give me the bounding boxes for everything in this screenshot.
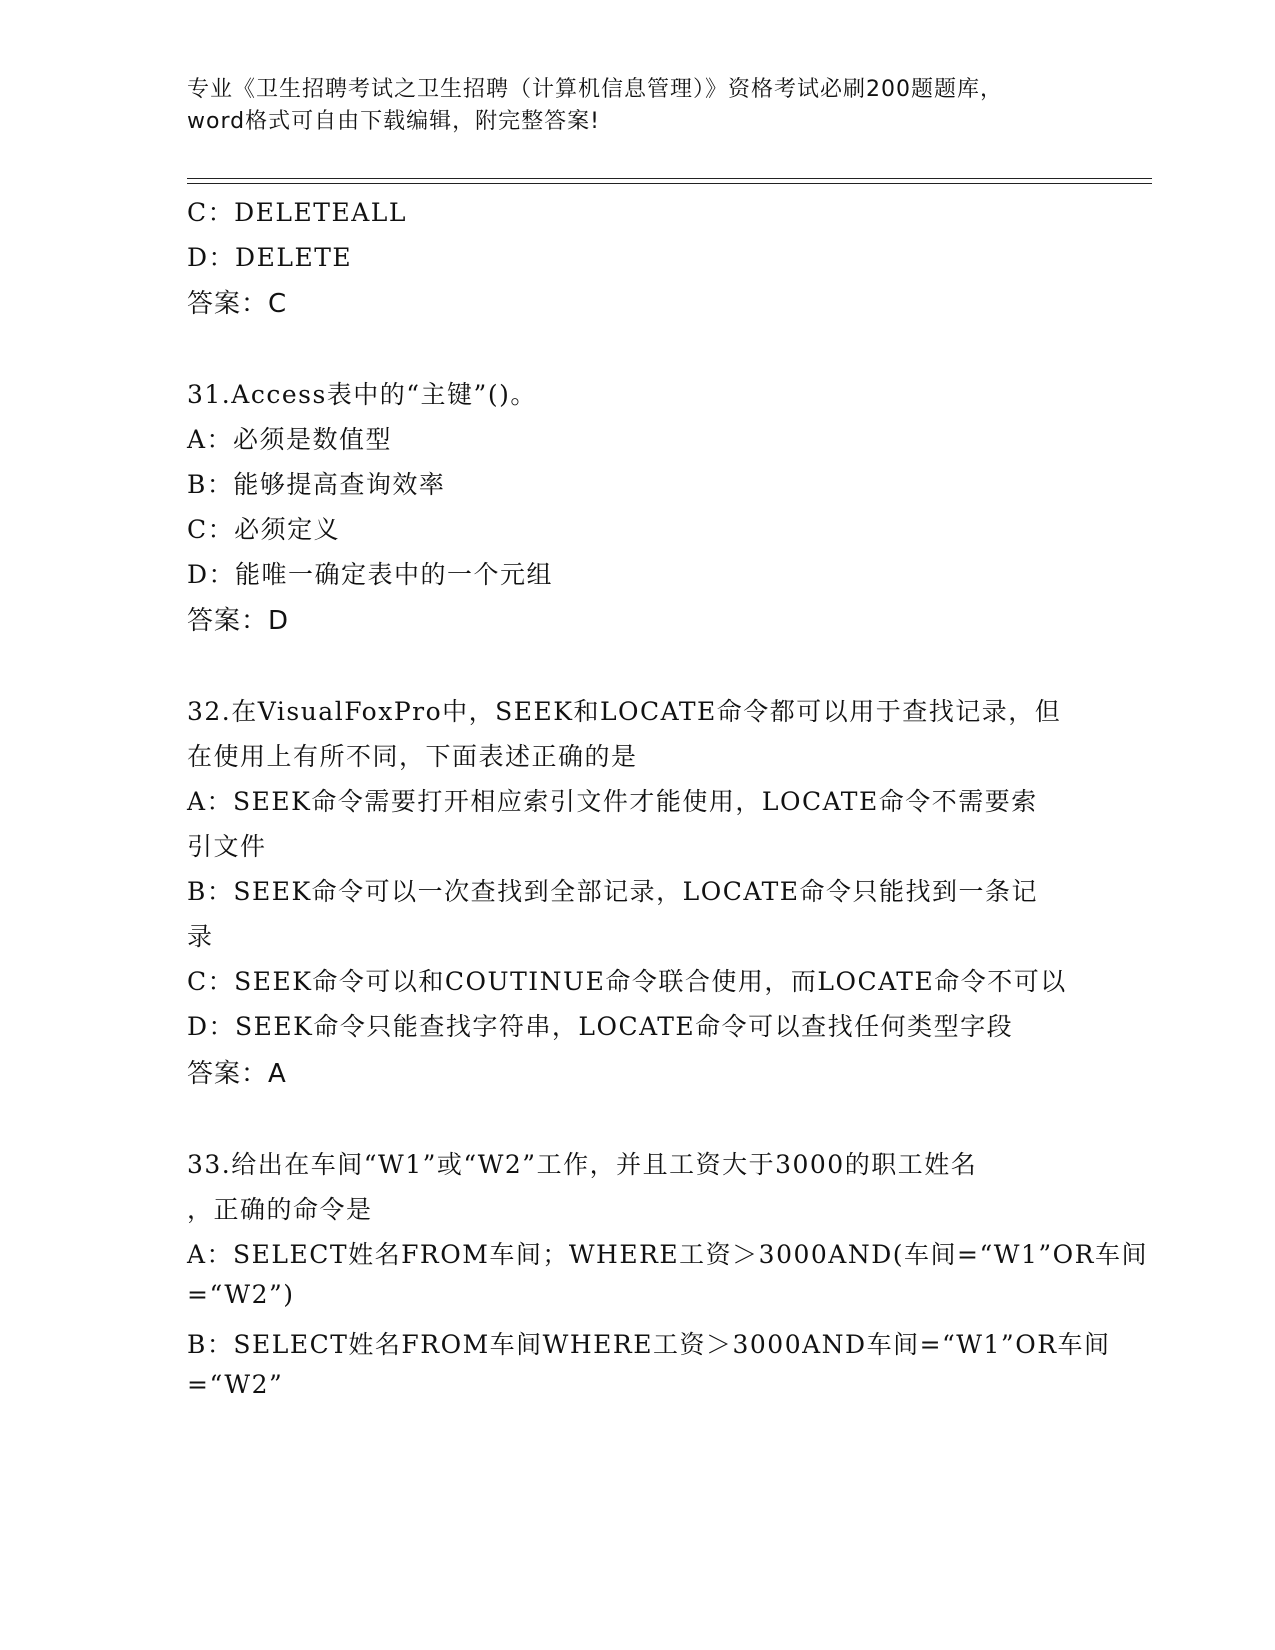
q33-option-a-line-1: A：SELECT姓名FROM车间；WHERE工资＞3000AND(车间=“W1”OR车间 bbox=[187, 1240, 1148, 1269]
header-divider-top bbox=[187, 178, 1152, 179]
q33-option-b-line-2: =“W2” bbox=[187, 1370, 284, 1399]
q32-option-a-line-1: A：SEEK命令需要打开相应索引文件才能使用，LOCATE命令不需要索 bbox=[187, 787, 1038, 816]
q32-option-c: C：SEEK命令可以和COUTINUE命令联合使用，而LOCATE命令不可以 bbox=[187, 967, 1067, 996]
q31-answer: 答案：D bbox=[187, 606, 290, 636]
q31-option-c: C：必须定义 bbox=[187, 515, 341, 544]
q31-option-b: B：能够提高查询效率 bbox=[187, 470, 446, 499]
q33-question-line-2: ，正确的命令是 bbox=[187, 1195, 373, 1224]
q32-option-b-line-2: 录 bbox=[187, 922, 214, 951]
q33-question-line-1: 33.给出在车间“W1”或“W2”工作，并且工资大于3000的职工姓名 bbox=[187, 1150, 978, 1179]
q33-option-a-line-2: =“W2”) bbox=[187, 1280, 295, 1309]
q30-option-d: D：DELETE bbox=[187, 243, 353, 272]
q30-option-c: C：DELETEALL bbox=[187, 198, 407, 227]
header-divider-bottom bbox=[187, 183, 1152, 184]
q31-option-d: D：能唯一确定表中的一个元组 bbox=[187, 560, 554, 589]
q32-question-line-1: 32.在VisualFoxPro中，SEEK和LOCATE命令都可以用于查找记录，但 bbox=[187, 697, 1062, 726]
q32-option-b-line-1: B：SEEK命令可以一次查找到全部记录，LOCATE命令只能找到一条记 bbox=[187, 877, 1039, 906]
q32-option-d: D：SEEK命令只能查找字符串，LOCATE命令可以查找任何类型字段 bbox=[187, 1012, 1014, 1041]
header-title-line-1: 专业《卫生招聘考试之卫生招聘（计算机信息管理）》资格考试必刷200题题库， bbox=[187, 77, 1003, 102]
q32-option-a-line-2: 引文件 bbox=[187, 832, 267, 861]
q30-answer: 答案：C bbox=[187, 289, 288, 319]
document-header bbox=[187, 74, 1087, 138]
q32-answer: 答案：A bbox=[187, 1059, 287, 1089]
q31-option-a: A：必须是数值型 bbox=[187, 425, 393, 454]
q32-question-line-2: 在使用上有所不同，下面表述正确的是 bbox=[187, 742, 638, 771]
q31-question: 31.Access表中的“主键”()。 bbox=[187, 380, 537, 409]
q33-option-b-line-1: B：SELECT姓名FROM车间WHERE工资＞3000AND车间=“W1”OR车间 bbox=[187, 1330, 1111, 1359]
header-title-line-2: word格式可自由下载编辑，附完整答案! bbox=[187, 109, 600, 134]
